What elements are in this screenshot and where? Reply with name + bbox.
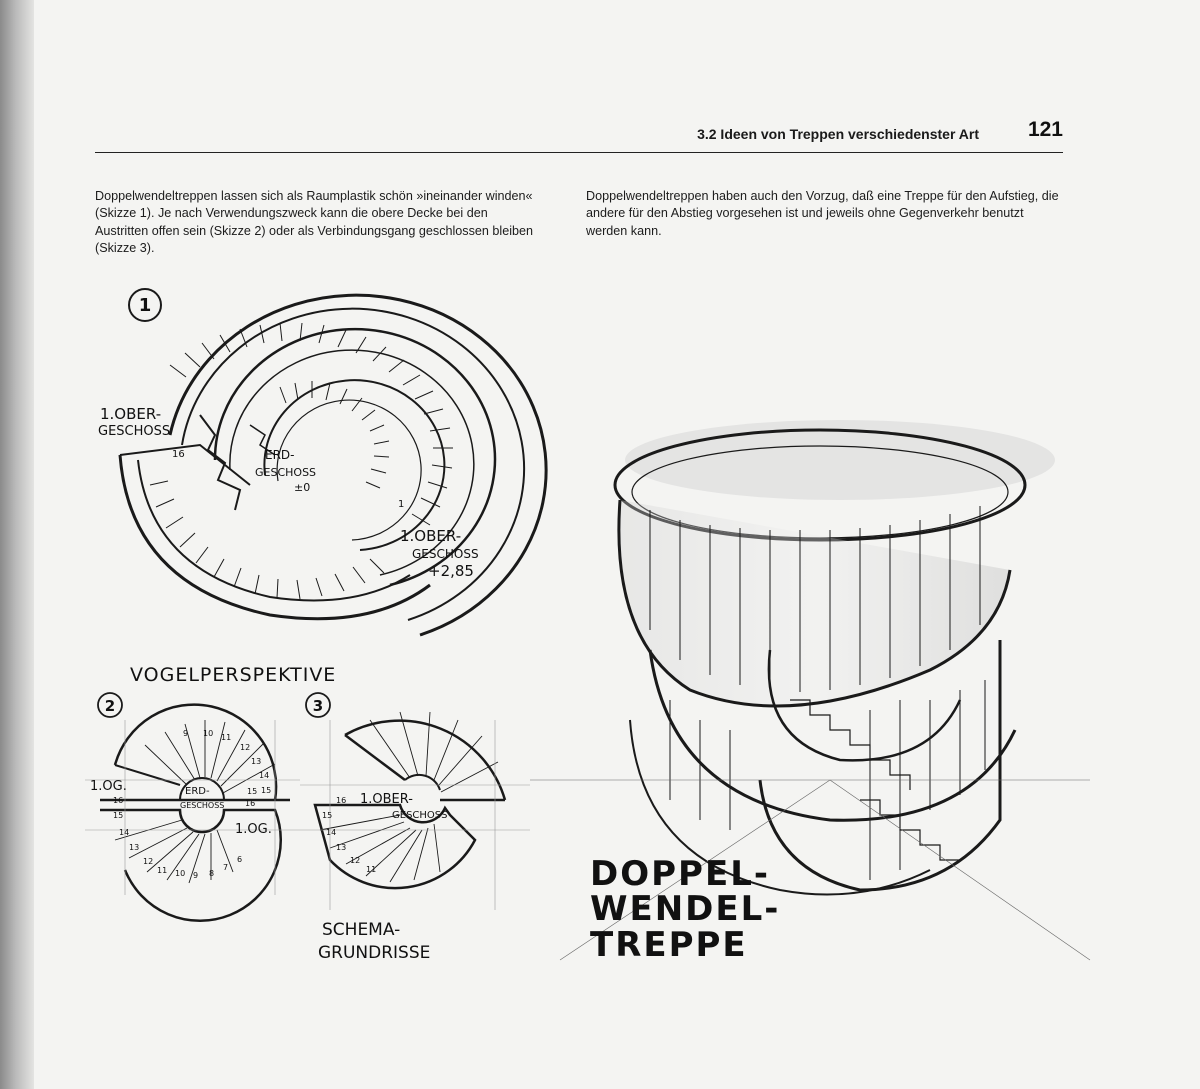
sketch-3-step-13: 13 — [336, 843, 347, 852]
sketch-2-number: 2 — [104, 697, 116, 715]
sketch-1-upper-left-label-1: 1.OBER- — [100, 405, 162, 423]
sketch-2-left-step-11: 11 — [157, 866, 168, 875]
sketch-2-bottom-step-9: 9 — [193, 871, 199, 880]
sketch-1-number: 1 — [138, 295, 152, 316]
sketch-2-left-step-16: 16 — [113, 796, 124, 805]
sketch-2-step-10: 10 — [203, 729, 214, 738]
sketch-3-center-label-2: GESCHOSS — [392, 810, 448, 821]
sketch-2-left-label: 1.OG. — [90, 779, 127, 794]
sketch-1-step-1: 1 — [398, 499, 405, 510]
sketch-2-step-13: 13 — [251, 757, 262, 766]
sketch-2-step-14: 14 — [259, 771, 270, 780]
sketch-3-step-15: 15 — [322, 811, 333, 820]
sketch-3-step-16: 16 — [336, 796, 347, 805]
sketch-2-bottom-step-6: 6 — [237, 855, 243, 864]
sketch-1-center-label-1: ERD- — [265, 448, 295, 462]
sketch-1-lower-right-label-1: 1.OBER- — [400, 527, 462, 545]
sketch-2-step-11: 11 — [221, 733, 232, 742]
sketch-2-left-step-15: 15 — [113, 811, 124, 820]
perspective-title-3: TREPPE — [590, 925, 748, 965]
sketch-2-center-label-2: GESCHOSS — [180, 801, 225, 810]
sketch-2-step-9: 9 — [183, 729, 189, 738]
sketch-3-step-12: 12 — [350, 856, 361, 865]
sketch-1-lower-right-label-3: +2,85 — [428, 562, 474, 580]
sketch-2-plan — [85, 690, 300, 895]
page-number: 121 — [1027, 118, 1063, 141]
sketch-2-bottom-step-7: 7 — [223, 863, 229, 872]
sketch-2-right-label: 1.OG. — [235, 822, 272, 837]
sketch-3-caption-2: GRUNDRISSE — [318, 943, 431, 963]
sketch-2-bottom-step-8: 8 — [209, 869, 215, 878]
sketch-2-step-15: 15 — [261, 786, 272, 795]
sketch-1-upper-left-label-2: GESCHOSS — [98, 424, 171, 439]
perspective-title-2: WENDEL- — [590, 889, 781, 929]
sketch-2-step-12: 12 — [240, 743, 251, 752]
sketch-2-left-step-14: 14 — [119, 828, 130, 837]
sketch-2-left-step-13: 13 — [129, 843, 140, 852]
sketch-3-step-11: 11 — [366, 865, 377, 874]
sketch-3-center-label-1: 1.OBER- — [360, 792, 413, 807]
sketch-2-left-step-12: 12 — [143, 857, 154, 866]
sketch-3-number: 3 — [312, 697, 324, 715]
sketch-1-step-16: 16 — [172, 449, 185, 460]
sketch-2-bottom-step-10: 10 — [175, 869, 186, 878]
sketch-2-right-step-15: 15 — [247, 787, 258, 796]
left-paragraph: Doppelwendeltreppen lassen sich als Raumplastik schön »ineinander winden« (Skizze 1). Je nach Verwendungszweck kann die obere Decke bei den Austritten offen sein (Skizze 2) oder als Verbindungsgang geschlossen bleiben (Skizze 3). — [95, 189, 534, 256]
sketch-2-center-label-1: ERD- — [185, 786, 210, 797]
sketch-1-birdseye — [90, 285, 520, 695]
sketch-3-plan — [300, 690, 530, 970]
sketch-2-right-step-16: 16 — [245, 799, 256, 808]
sketch-1-caption: VOGELPERSPEKTIVE — [130, 664, 337, 686]
right-paragraph: Doppelwendeltreppen haben auch den Vorzug, daß eine Treppe für den Aufstieg, die andere für den Abstieg vorgesehen ist und jeweils ohne Gegenverkehr benutzt werden kann. — [586, 189, 1059, 238]
perspective-title-1: DOPPEL- — [590, 854, 770, 894]
sketch-1-lower-right-label-2: GESCHOSS — [412, 547, 479, 561]
book-gutter-shadow — [0, 0, 34, 1089]
sketch-3-step-14: 14 — [326, 828, 337, 837]
page-header — [95, 116, 1063, 153]
sketch-1-center-label-3: ±0 — [294, 481, 311, 494]
sketch-3-caption-1: SCHEMA- — [322, 920, 401, 940]
perspective-sketch — [530, 400, 1090, 980]
sketch-1-center-label-2: GESCHOSS — [255, 466, 317, 479]
section-title: 3.2 Ideen von Treppen verschiedenster Art — [697, 126, 979, 142]
